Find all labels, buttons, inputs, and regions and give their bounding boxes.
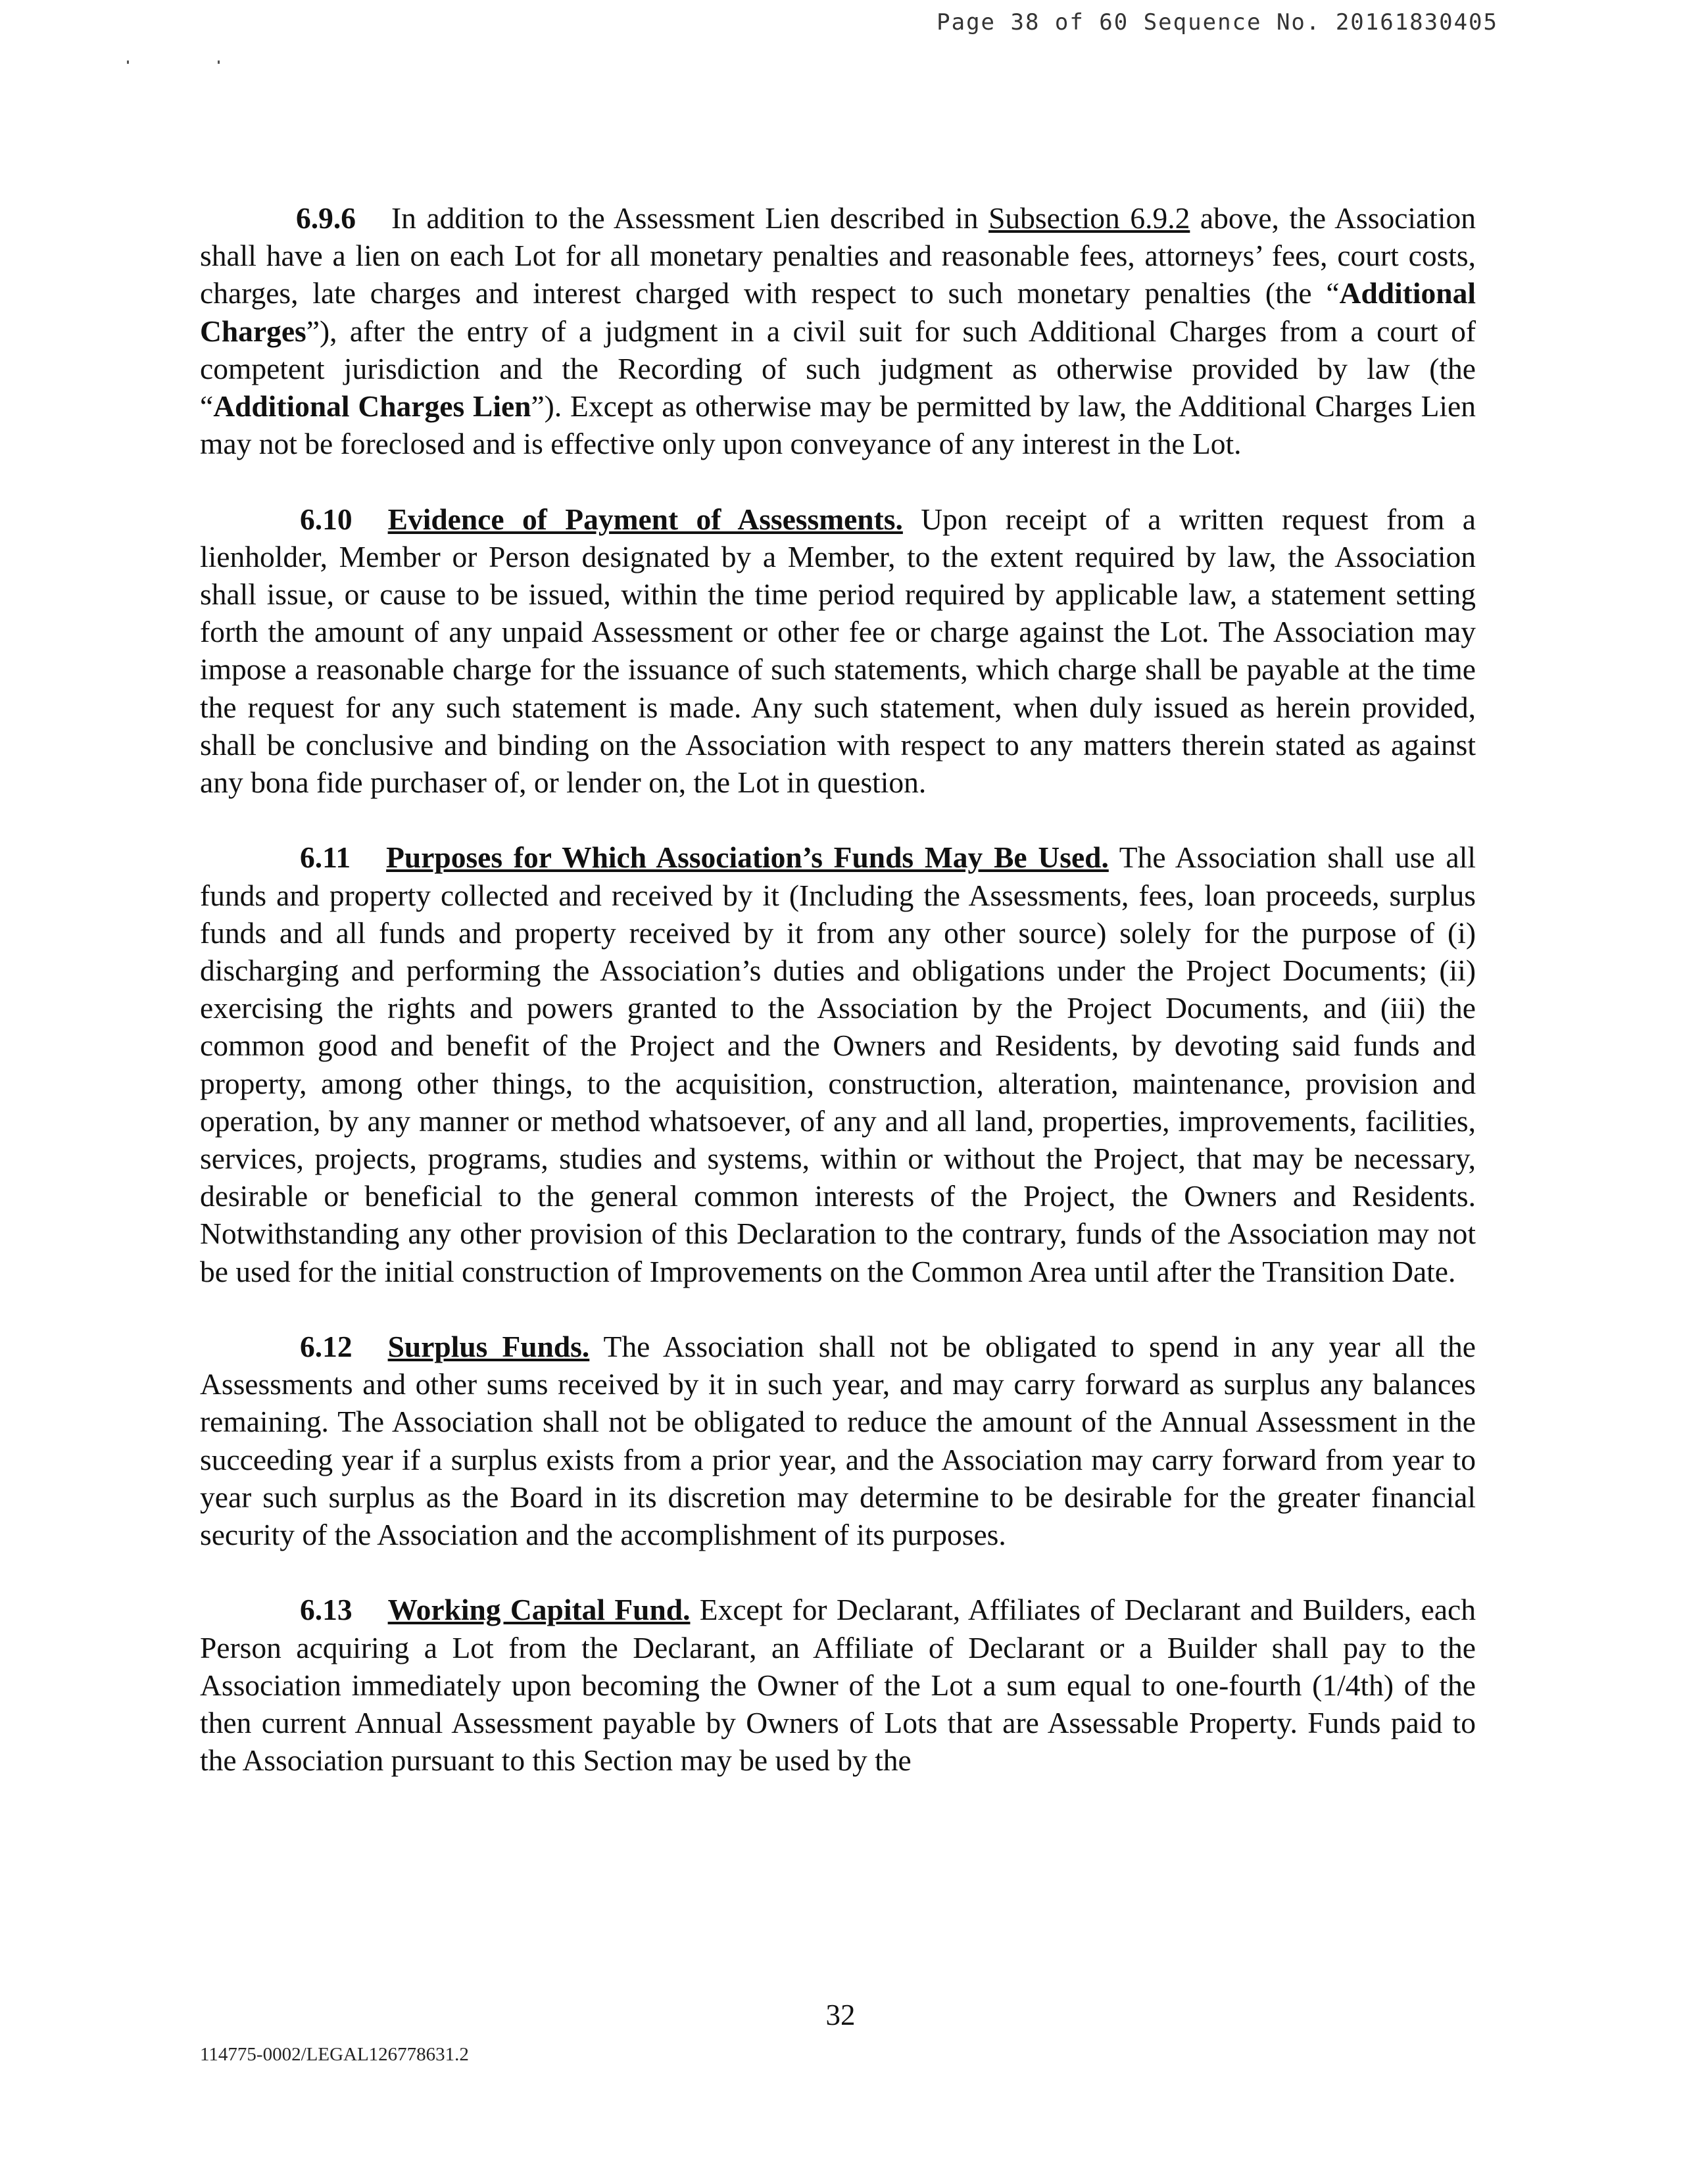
- page-number: 32: [825, 1999, 856, 2031]
- paragraph-6-10: [200, 500, 1476, 802]
- section-heading: Purposes for Which Association’s Funds May Be Used.: [386, 840, 1109, 875]
- paragraph-6-9-6: [200, 199, 1476, 462]
- scan-speck: [218, 61, 220, 64]
- defined-term: Additional Charges: [200, 276, 1476, 348]
- section-heading: Evidence of Payment of Assessments.: [387, 502, 903, 536]
- section-heading: Working Capital Fund.: [387, 1593, 691, 1627]
- paragraph-text: ”), after the entry of a judgment in a civil suit for such Additional Charges from a court of competent jurisdiction and the Recording of such judgment as otherwise provided by law (the “: [200, 314, 1476, 424]
- cross-reference: Subsection 6.9.2: [988, 201, 1190, 235]
- scan-speck: [127, 61, 129, 64]
- section-number: 6.9.6: [296, 201, 356, 235]
- section-number: 6.10: [300, 502, 353, 536]
- defined-term: Additional Charges Lien: [213, 389, 531, 424]
- page-sequence-stamp: Page 38 of 60 Sequence No. 20161830405: [937, 9, 1498, 36]
- paragraph-text: The Association shall use all funds and property collected and received by it (Including the Assessments, fees, loan proceeds, surplus funds and all funds and property received by it from any other source) solely for the purpose of (i) discharging and performing the Association’s duties and obligations under the Project Documents; (ii) exercising the rights and powers granted to the Association by the Project Documents, and (iii) the common good and benefit of the Project and the Owners and Residents, by devoting said funds and property, among other things, to the acquisition, construction, alteration, maintenance, provision and operation, by any manner or method whatsoever, of any and all land, properties, improvements, facilities, services, projects, programs, studies and systems, within or without the Project, that may be necessary, desirable or beneficial to the general common interests of the Project, the Owners and Residents. Notwithstanding any other provision of this Declaration to the contrary, funds of the Association may not be used for the initial construction of Improvements on the Common Area until after the Transition Date.: [200, 840, 1476, 1288]
- paragraph-text: above, the Association shall have a lien on each Lot for all monetary penalties and reasonable fees, attorneys’ fees, court costs, charges, late charges and interest charged with respect to such monetary penalties (the “: [200, 201, 1476, 310]
- paragraph-6-12: [200, 1328, 1476, 1553]
- paragraph-6-11: [200, 838, 1476, 1290]
- paragraph-6-13: [200, 1591, 1476, 1779]
- paragraph-text: Upon receipt of a written request from a lienholder, Member or Person designated by a Member, to the extent required by law, the Association shall issue, or cause to be issued, within the time period required by applicable law, a statement setting forth the amount of any unpaid Assessment or other fee or charge against the Lot. The Association may impose a reasonable charge for the issuance of such statements, which charge shall be payable at the time the request for any such statement is made. Any such statement, when duly issued as herein provided, shall be conclusive and binding on the Association with respect to any matters therein stated as against any bona fide purchaser of, or lender on, the Lot in question.: [200, 502, 1476, 800]
- document-body: [200, 199, 1476, 1779]
- paragraph-text: ”). Except as otherwise may be permitted by law, the Additional Charges Lien may not be foreclosed and is effective only upon conveyance of any interest in the Lot.: [200, 389, 1476, 461]
- section-number: 6.11: [300, 840, 351, 875]
- document-id: 114775-0002/LEGAL126778631.2: [200, 2044, 469, 2065]
- section-heading: Surplus Funds.: [387, 1330, 590, 1364]
- paragraph-text: Except for Declarant, Affiliates of Declarant and Builders, each Person acquiring a Lot from the Declarant, an Affiliate of Declarant or a Builder shall pay to the Association immediately upon becoming the Owner of the Lot a sum equal to one-fourth (1/4th) of the then current Annual Assessment payable by Owners of Lots that are Assessable Property. Funds paid to the Association pursuant to this Section may be used by the: [200, 1593, 1476, 1778]
- section-number: 6.13: [300, 1593, 353, 1627]
- section-number: 6.12: [300, 1330, 353, 1364]
- paragraph-text: In addition to the Assessment Lien described in: [391, 201, 989, 235]
- paragraph-text: The Association shall not be obligated to spend in any year all the Assessments and other sums received by it in such year, and may carry forward as surplus any balances remaining. The Association shall not be obligated to reduce the amount of the Annual Assessment in the succeeding year if a surplus exists from a prior year, and the Association may carry forward from year to year such surplus as the Board in its discretion may determine to be desirable for the greater financial security of the Association and the accomplishment of its purposes.: [200, 1330, 1476, 1552]
